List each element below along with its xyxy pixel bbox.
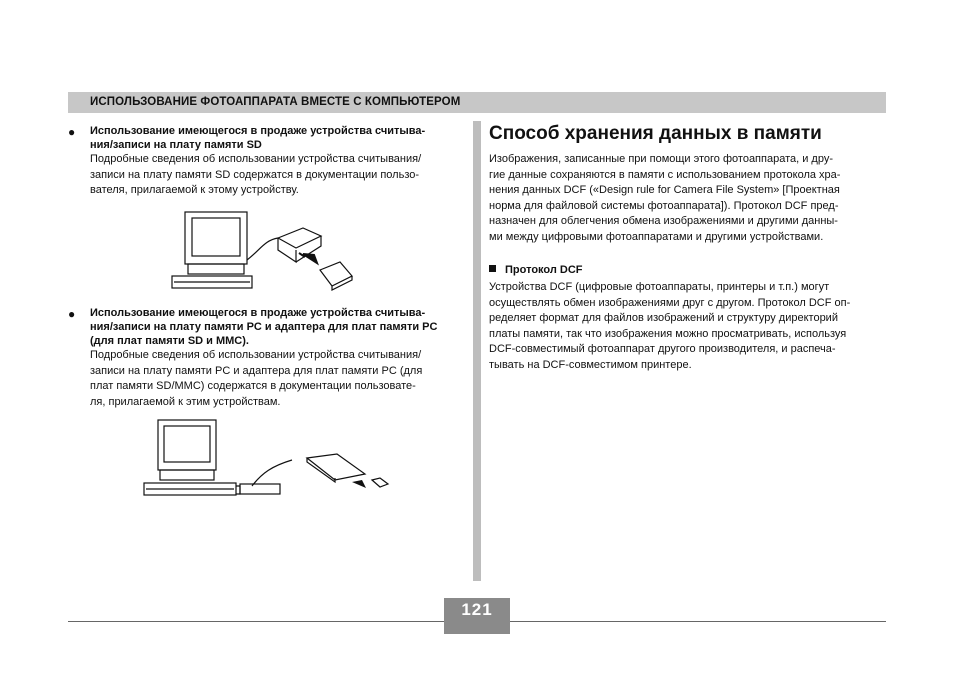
text-line: норма для файловой системы фотоаппарата]). Протокол DCF пред-: [489, 199, 839, 212]
body-line: Подробные сведения об использовании устройства считывания/: [90, 153, 422, 165]
body-line: плат памяти SD/MMC) содержатся в документации пользовате-: [90, 380, 416, 392]
section-title: Способ хранения данных в памяти: [489, 123, 822, 144]
subheading-text: Протокол DCF: [505, 264, 583, 276]
text-line: Изображения, записанные при помощи этого фотоаппарата, и дру-: [489, 153, 834, 165]
text-line: нения данных DCF («Design rule for Camera File System» [Проектная: [489, 184, 840, 196]
text-line: осуществлять обмен изображениями друг с другом. Протокол DCF оп-: [489, 296, 851, 309]
text-line: Устройства DCF (цифровые фотоаппараты, принтеры и т.п.) могут: [489, 281, 830, 293]
item-body: [90, 348, 466, 410]
computer-with-sd-card-reader-icon: [170, 210, 370, 295]
item-sd-reader: [68, 124, 466, 199]
heading-line: ния/записи на плату памяти SD: [90, 139, 262, 151]
text-line: платы памяти, так что изображения можно просматривать, используя: [489, 327, 847, 340]
body-line: записи на плату памяти SD содержатся в документации пользо-: [90, 168, 420, 181]
text-line: назначен для облегчения обмена изображениями и другими данны-: [489, 215, 838, 227]
body-line: вателя, прилагаемой к этому устройству.: [90, 184, 299, 196]
heading-line: Использование имеющегося в продаже устройства считыва-: [90, 307, 426, 319]
body-line: записи на плату памяти PC и адаптера для плат памяти PC (для: [90, 364, 423, 377]
item-heading: [90, 124, 466, 152]
text-line: гие данные сохраняются в памяти с использованием протокола хра-: [489, 168, 841, 181]
text-line: DCF-совместимый фотоаппарат другого производителя, и распеча-: [489, 343, 836, 355]
text-line: тывать на DCF-совместимом принтере.: [489, 358, 692, 371]
body-line: ля, прилагаемой к этим устройствам.: [90, 395, 281, 408]
text-line: ределяет формат для файлов изображений и структуру директорий: [489, 312, 838, 324]
square-bullet-icon: [489, 265, 496, 272]
heading-line: Использование имеющегося в продаже устройства считыва-: [90, 125, 426, 137]
page-number: 121: [461, 600, 493, 619]
bullet-icon: ●: [68, 307, 76, 321]
column-divider: [473, 121, 481, 581]
intro-paragraph: [489, 152, 887, 245]
dcf-paragraph: [489, 280, 887, 373]
body-line: Подробные сведения об использовании устройства считывания/: [90, 349, 422, 361]
heading-line: ния/записи на плату памяти PC и адаптера для плат памяти PC: [90, 321, 438, 333]
heading-line: (для плат памяти SD и MMC).: [90, 335, 249, 347]
item-pc-card-adapter: [68, 306, 466, 410]
bullet-icon: ●: [68, 125, 76, 139]
bullet-item: [68, 306, 466, 410]
item-body: [90, 152, 466, 199]
bullet-item: [68, 124, 466, 199]
header-title: ИСПОЛЬЗОВАНИЕ ФОТОАППАРАТА ВМЕСТЕ С КОМПЬЮТЕРОМ: [90, 96, 461, 108]
dcf-subheading: [489, 263, 887, 278]
item-heading: [90, 306, 466, 348]
right-column: [489, 122, 887, 373]
text-line: ми между цифровыми фотоаппаратами и другими устройствами.: [489, 230, 824, 243]
computer-with-pc-card-adapter-icon: [142, 418, 397, 500]
page-number-badge: [444, 598, 510, 634]
page-header: [68, 92, 886, 113]
